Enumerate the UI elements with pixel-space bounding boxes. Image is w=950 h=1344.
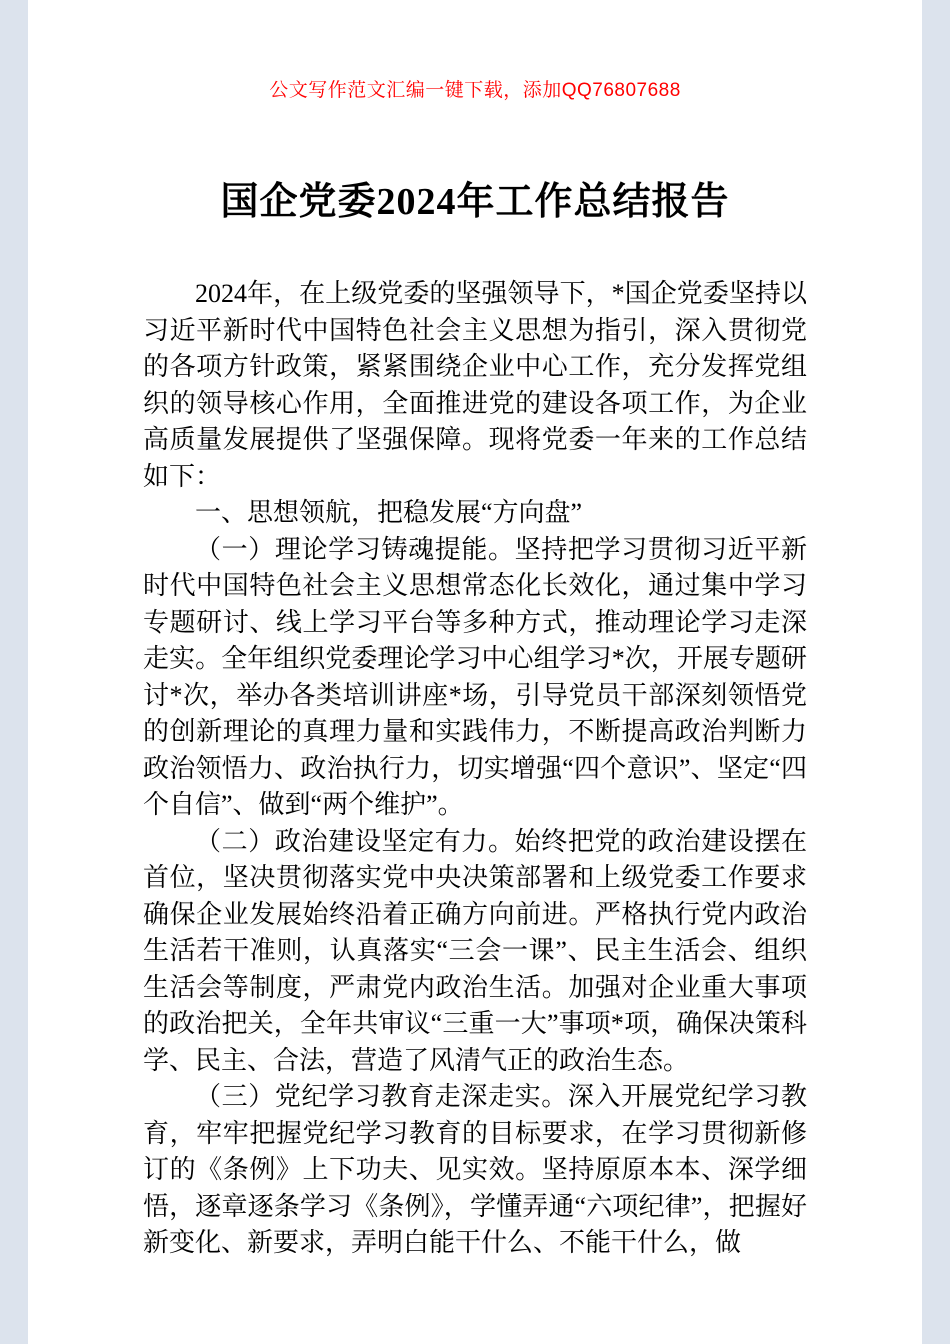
- paragraph-section-1-1: （一）理论学习铸魂提能。坚持把学习贯彻习近平新时代中国特色社会主义思想常态化长效化，通过集中学习专题研讨、线上学习平台等多种方式，推动理论学习走深走实。全年组织党委理论学习中心组学习*次，开展专题研讨*次，举办各类培训讲座*场，引导党员干部深刻领悟党的创新理论的真理力量和实践伟力，不断提高政治判断力政治领悟力、政治执行力，切实增强“四个意识”、坚定“四个自信”、做到“两个维护”。: [143, 534, 807, 819]
- promo-notice: 公文写作范文汇编一键下载，添加QQ76807688: [269, 80, 681, 101]
- document-page: [28, 0, 922, 1344]
- paragraph-section-1-3: （三）党纪学习教育走深走实。深入开展党纪学习教育，牢牢把握党纪学习教育的目标要求，在学习贯彻新修订的《条例》上下功夫、见实效。坚持原原本本、深学细悟，逐章逐条学习《条例》，学懂弄通“六项纪律”，把握好新变化、新要求，弄明白能干什么、不能干什么，做: [143, 1082, 807, 1257]
- paragraph-section-1-2: （二）政治建设坚定有力。始终把党的政治建设摆在首位，坚决贯彻落实党中央决策部署和上级党委工作要求确保企业发展始终沿着正确方向前进。严格执行党内政治生活若干准则，认真落实“三会一课”、民主生活会、组织生活会等制度，严肃党内政治生活。加强对企业重大事项的政治把关，全年共审议“三重一大”事项*项，确保决策科学、民主、合法，营造了风清气正的政治生态。: [143, 826, 807, 1075]
- paragraph-intro: 2024年，在上级党委的坚强领导下，*国企党委坚持以习近平新时代中国特色社会主义思想为指引，深入贯彻党的各项方针政策，紧紧围绕企业中心工作，充分发挥党组织的领导核心作用，全面推进党的建设各项工作，为企业高质量发展提供了坚强保障。现将党委一年来的工作总结如下：: [143, 279, 807, 491]
- section-heading-1: 一、思想领航，把稳发展“方向盘”: [195, 498, 583, 527]
- document-title: 国企党委2024年工作总结报告: [220, 181, 730, 223]
- document-body: [143, 276, 807, 1262]
